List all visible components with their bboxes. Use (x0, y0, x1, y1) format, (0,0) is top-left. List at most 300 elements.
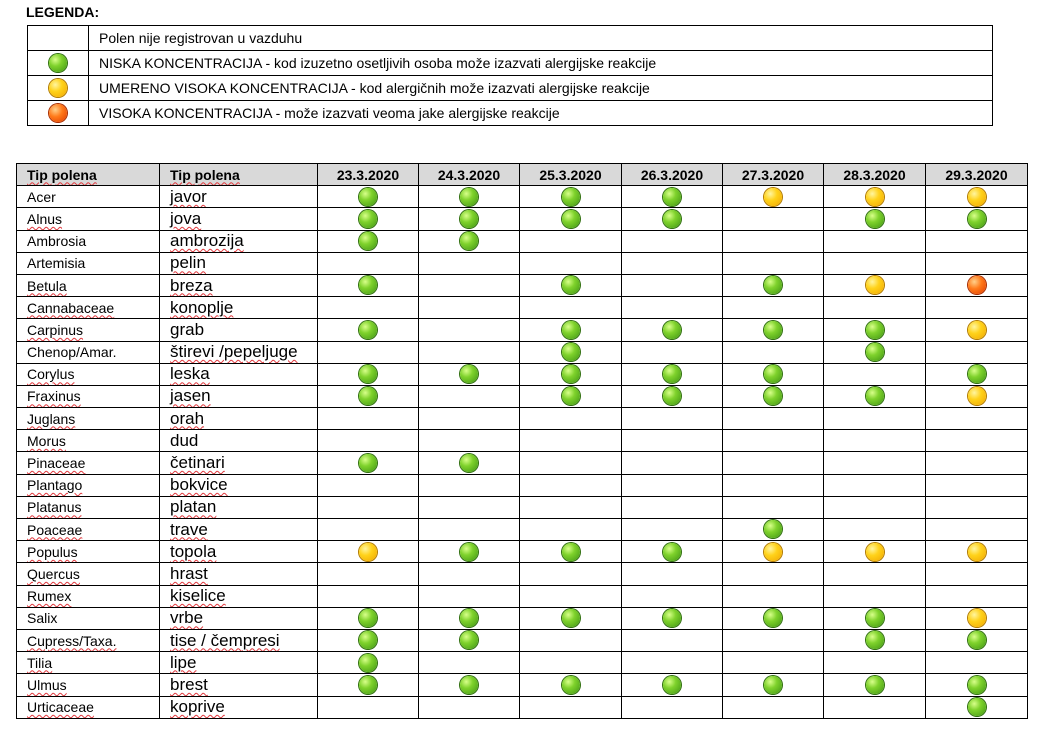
local-name: štirevi /pepeljuge (170, 342, 298, 362)
concentration-cell (824, 297, 926, 319)
concentration-cell (723, 363, 824, 385)
concentration-cell (419, 430, 520, 452)
concentration-cell (622, 274, 723, 296)
concentration-cell (622, 452, 723, 474)
legend-row (28, 76, 993, 101)
local-name: vrbe (170, 608, 204, 628)
local-name: breza (170, 275, 213, 295)
local-name: javor (170, 186, 207, 206)
concentration-cell (419, 629, 520, 651)
concentration-cell (824, 452, 926, 474)
concentration-cell (318, 341, 419, 363)
latin-name-cell (17, 252, 160, 274)
latin-name: Populus (27, 543, 78, 560)
local-name: kiselice (170, 586, 226, 606)
latin-name-cell (17, 629, 160, 651)
concentration-cell (824, 674, 926, 696)
concentration-cell (926, 230, 1028, 252)
column-header-label: 28.3.2020 (843, 166, 906, 183)
latin-name: Cupress/Taxa. (27, 632, 117, 649)
latin-name: Platanus (27, 499, 82, 516)
concentration-cell (824, 563, 926, 585)
latin-name: Urticaceae (27, 699, 94, 716)
latin-name: Cannabaceae (27, 299, 115, 316)
concentration-cell (926, 274, 1028, 296)
header-row (17, 164, 1028, 186)
concentration-cell (723, 430, 824, 452)
concentration-cell (723, 563, 824, 585)
concentration-cell (723, 607, 824, 629)
concentration-cell (723, 674, 824, 696)
local-name-cell (160, 652, 318, 674)
green-dot-icon (663, 365, 681, 383)
green-dot-icon (359, 676, 377, 694)
latin-name-cell (17, 208, 160, 230)
latin-name: Acer (27, 188, 56, 205)
concentration-cell (318, 585, 419, 607)
concentration-cell (419, 674, 520, 696)
concentration-cell (520, 519, 622, 541)
local-name: konoplje (170, 297, 234, 317)
green-dot-icon (968, 365, 986, 383)
concentration-cell (622, 474, 723, 496)
concentration-cell (318, 385, 419, 407)
table-row (17, 607, 1028, 629)
concentration-cell (723, 541, 824, 563)
column-header-label: 26.3.2020 (640, 166, 704, 183)
green-dot-icon (968, 676, 986, 694)
local-name-cell (160, 496, 318, 518)
local-name-cell (160, 674, 318, 696)
column-header-date (419, 164, 520, 186)
yellow-dot-icon (968, 188, 986, 206)
yellow-dot-icon (968, 543, 986, 561)
concentration-cell (318, 230, 419, 252)
local-name-cell (160, 297, 318, 319)
latin-name-cell (17, 430, 160, 452)
green-dot-icon (359, 210, 377, 228)
latin-name: Morus (27, 432, 66, 449)
latin-name-cell (17, 607, 160, 629)
yellow-dot-icon (49, 79, 67, 97)
local-name: topola (170, 541, 217, 561)
concentration-cell (419, 652, 520, 674)
concentration-cell (824, 385, 926, 407)
local-name-cell (160, 319, 318, 341)
concentration-cell (926, 585, 1028, 607)
column-header-label: Tip polena (170, 166, 240, 183)
column-header-label: 23.3.2020 (336, 166, 400, 183)
concentration-cell (520, 629, 622, 651)
latin-name-cell (17, 696, 160, 718)
concentration-cell (824, 408, 926, 430)
local-name-cell (160, 696, 318, 718)
local-name: dud (170, 430, 199, 450)
yellow-dot-icon (866, 188, 884, 206)
latin-name-cell (17, 496, 160, 518)
concentration-cell (723, 474, 824, 496)
yellow-dot-icon (866, 543, 884, 561)
table-row (17, 563, 1028, 585)
local-name-cell (160, 408, 318, 430)
green-dot-icon (460, 210, 478, 228)
yellow-dot-icon (866, 276, 884, 294)
green-dot-icon (562, 676, 580, 694)
concentration-cell (520, 563, 622, 585)
local-name: pelin (170, 253, 206, 273)
latin-name: Pinaceae (27, 455, 86, 472)
local-name-cell (160, 363, 318, 385)
local-name-cell (160, 252, 318, 274)
latin-name: Chenop/Amar. (27, 344, 117, 361)
concentration-cell (419, 319, 520, 341)
latin-name: Ulmus (27, 676, 67, 693)
concentration-cell (520, 186, 622, 208)
legend-swatch-cell (28, 76, 89, 101)
column-header-label: Tip polena (27, 166, 97, 183)
local-name: hrast (170, 563, 208, 583)
concentration-cell (419, 585, 520, 607)
latin-name-cell (17, 585, 160, 607)
green-dot-icon (359, 609, 377, 627)
green-dot-icon (49, 54, 67, 72)
concentration-cell (520, 496, 622, 518)
orange-dot-icon (968, 276, 986, 294)
green-dot-icon (562, 543, 580, 561)
green-dot-icon (460, 631, 478, 649)
local-name-cell (160, 186, 318, 208)
concentration-cell (926, 607, 1028, 629)
concentration-cell (318, 607, 419, 629)
green-dot-icon (764, 321, 782, 339)
green-dot-icon (562, 276, 580, 294)
green-dot-icon (359, 654, 377, 672)
column-header-label: 29.3.2020 (945, 166, 1008, 183)
local-name-cell (160, 230, 318, 252)
concentration-cell (824, 363, 926, 385)
table-row (17, 496, 1028, 518)
concentration-cell (419, 186, 520, 208)
local-name-cell (160, 541, 318, 563)
latin-name-cell (17, 319, 160, 341)
legend-title: LEGENDA: (26, 4, 100, 20)
column-header-label: 24.3.2020 (437, 166, 501, 183)
green-dot-icon (562, 609, 580, 627)
concentration-cell (824, 629, 926, 651)
concentration-cell (520, 385, 622, 407)
latin-name-cell (17, 652, 160, 674)
table-row (17, 186, 1028, 208)
column-header-date (318, 164, 419, 186)
green-dot-icon (866, 387, 884, 405)
latin-name: Artemisia (27, 255, 86, 272)
concentration-cell (419, 474, 520, 496)
concentration-cell (926, 408, 1028, 430)
latin-name: Betula (27, 277, 67, 294)
concentration-cell (520, 430, 622, 452)
latin-name: Poaceae (27, 521, 83, 538)
latin-name: Ambrosia (27, 233, 87, 250)
column-header-date (723, 164, 824, 186)
concentration-cell (824, 230, 926, 252)
green-dot-icon (359, 387, 377, 405)
column-header-label: 27.3.2020 (741, 166, 805, 183)
table-row (17, 585, 1028, 607)
concentration-cell (622, 186, 723, 208)
concentration-cell (622, 230, 723, 252)
concentration-cell (723, 496, 824, 518)
concentration-cell (419, 274, 520, 296)
local-name-cell (160, 563, 318, 585)
column-header-date (824, 164, 926, 186)
green-dot-icon (359, 631, 377, 649)
latin-name-cell (17, 297, 160, 319)
green-dot-icon (764, 365, 782, 383)
concentration-cell (824, 252, 926, 274)
green-dot-icon (663, 543, 681, 561)
table-row (17, 408, 1028, 430)
green-dot-icon (460, 454, 478, 472)
concentration-cell (926, 430, 1028, 452)
legend-row (28, 26, 993, 51)
concentration-cell (520, 452, 622, 474)
concentration-cell (824, 585, 926, 607)
latin-name-cell (17, 385, 160, 407)
concentration-cell (723, 696, 824, 718)
legend-table (27, 25, 993, 126)
latin-name: Tilia (27, 654, 53, 671)
local-name-cell (160, 430, 318, 452)
concentration-cell (723, 652, 824, 674)
latin-name-cell (17, 186, 160, 208)
local-name: tise / čempresi (170, 630, 280, 650)
local-name-cell (160, 585, 318, 607)
green-dot-icon (359, 321, 377, 339)
concentration-cell (723, 208, 824, 230)
green-dot-icon (359, 276, 377, 294)
latin-name: Alnus (27, 210, 63, 227)
local-name: bokvice (170, 475, 228, 495)
concentration-cell (520, 208, 622, 230)
legend-text: VISOKA KONCENTRACIJA - može izazvati veoma jake alergijske reakcije (89, 101, 993, 126)
green-dot-icon (562, 321, 580, 339)
concentration-cell (318, 430, 419, 452)
concentration-cell (622, 208, 723, 230)
concentration-cell (318, 696, 419, 718)
green-dot-icon (359, 365, 377, 383)
concentration-cell (419, 519, 520, 541)
local-name-cell (160, 208, 318, 230)
column-header-type (17, 164, 160, 186)
local-name: jasen (170, 386, 211, 406)
concentration-cell (926, 252, 1028, 274)
legend-swatch-cell (28, 101, 89, 126)
concentration-cell (520, 252, 622, 274)
table-row (17, 385, 1028, 407)
concentration-cell (419, 297, 520, 319)
yellow-dot-icon (968, 387, 986, 405)
concentration-cell (824, 652, 926, 674)
pollen-table (16, 163, 1028, 719)
concentration-cell (520, 341, 622, 363)
concentration-cell (520, 297, 622, 319)
concentration-cell (318, 274, 419, 296)
concentration-cell (520, 319, 622, 341)
table-row (17, 252, 1028, 274)
concentration-cell (824, 274, 926, 296)
concentration-cell (318, 519, 419, 541)
concentration-cell (622, 629, 723, 651)
column-header-label: 25.3.2020 (539, 166, 602, 183)
local-name: lipe (170, 652, 197, 672)
latin-name: Carpinus (27, 321, 84, 338)
concentration-cell (926, 341, 1028, 363)
latin-name: Plantago (27, 477, 83, 494)
green-dot-icon (663, 321, 681, 339)
green-dot-icon (562, 387, 580, 405)
local-name: grab (170, 319, 205, 339)
yellow-dot-icon (764, 543, 782, 561)
legend-swatch-cell (28, 26, 89, 51)
column-header-date (926, 164, 1028, 186)
concentration-cell (824, 519, 926, 541)
green-dot-icon (968, 631, 986, 649)
green-dot-icon (562, 188, 580, 206)
concentration-cell (824, 474, 926, 496)
green-dot-icon (359, 188, 377, 206)
concentration-cell (723, 452, 824, 474)
table-row (17, 452, 1028, 474)
concentration-cell (926, 297, 1028, 319)
concentration-cell (622, 496, 723, 518)
latin-name-cell (17, 674, 160, 696)
concentration-cell (520, 230, 622, 252)
local-name: brest (170, 674, 208, 694)
concentration-cell (723, 230, 824, 252)
concentration-cell (723, 408, 824, 430)
green-dot-icon (968, 698, 986, 716)
local-name: jova (170, 208, 202, 228)
table-row (17, 696, 1028, 718)
concentration-cell (926, 186, 1028, 208)
latin-name: Quercus (27, 565, 80, 582)
green-dot-icon (866, 676, 884, 694)
green-dot-icon (764, 520, 782, 538)
green-dot-icon (764, 609, 782, 627)
yellow-dot-icon (764, 188, 782, 206)
concentration-cell (622, 430, 723, 452)
concentration-cell (824, 496, 926, 518)
concentration-cell (723, 341, 824, 363)
concentration-cell (520, 674, 622, 696)
latin-name-cell (17, 519, 160, 541)
concentration-cell (926, 541, 1028, 563)
legend-row (28, 101, 993, 126)
latin-name: Juglans (27, 410, 76, 427)
concentration-cell (419, 541, 520, 563)
concentration-cell (926, 474, 1028, 496)
concentration-cell (318, 208, 419, 230)
concentration-cell (622, 652, 723, 674)
legend-text: UMERENO VISOKA KONCENTRACIJA - kod alergičnih može izazvati alergijske reakcije (89, 76, 993, 101)
concentration-cell (419, 341, 520, 363)
concentration-cell (520, 274, 622, 296)
table-row (17, 363, 1028, 385)
latin-name-cell (17, 474, 160, 496)
concentration-cell (926, 563, 1028, 585)
green-dot-icon (866, 609, 884, 627)
concentration-cell (926, 496, 1028, 518)
green-dot-icon (866, 321, 884, 339)
green-dot-icon (460, 543, 478, 561)
concentration-cell (824, 696, 926, 718)
latin-name-cell (17, 452, 160, 474)
concentration-cell (622, 408, 723, 430)
concentration-cell (926, 319, 1028, 341)
concentration-cell (318, 452, 419, 474)
concentration-cell (318, 186, 419, 208)
green-dot-icon (663, 676, 681, 694)
latin-name: Salix (27, 610, 58, 627)
latin-name-cell (17, 274, 160, 296)
latin-name-cell (17, 408, 160, 430)
concentration-cell (824, 607, 926, 629)
table-row (17, 541, 1028, 563)
green-dot-icon (562, 343, 580, 361)
concentration-cell (419, 385, 520, 407)
local-name: platan (170, 497, 217, 517)
green-dot-icon (968, 210, 986, 228)
concentration-cell (723, 186, 824, 208)
green-dot-icon (460, 188, 478, 206)
concentration-cell (622, 341, 723, 363)
local-name: trave (170, 519, 208, 539)
green-dot-icon (460, 232, 478, 250)
concentration-cell (926, 452, 1028, 474)
local-name-cell (160, 519, 318, 541)
concentration-cell (622, 519, 723, 541)
concentration-cell (318, 319, 419, 341)
concentration-cell (926, 652, 1028, 674)
concentration-cell (419, 696, 520, 718)
local-name-cell (160, 274, 318, 296)
table-row (17, 519, 1028, 541)
concentration-cell (926, 629, 1028, 651)
concentration-cell (318, 252, 419, 274)
local-name: leska (170, 364, 210, 384)
concentration-cell (723, 385, 824, 407)
concentration-cell (824, 430, 926, 452)
legend-text: NISKA KONCENTRACIJA - kod izuzetno osetljivih osoba može izazvati alergijske reakcije (89, 51, 993, 76)
concentration-cell (622, 563, 723, 585)
concentration-cell (419, 607, 520, 629)
concentration-cell (926, 208, 1028, 230)
concentration-cell (318, 674, 419, 696)
concentration-cell (419, 452, 520, 474)
concentration-cell (926, 696, 1028, 718)
local-name-cell (160, 341, 318, 363)
concentration-cell (622, 696, 723, 718)
table-row (17, 274, 1028, 296)
concentration-cell (419, 496, 520, 518)
concentration-cell (318, 629, 419, 651)
concentration-cell (723, 519, 824, 541)
concentration-cell (419, 252, 520, 274)
local-name: ambrozija (170, 231, 244, 251)
concentration-cell (926, 363, 1028, 385)
concentration-cell (419, 408, 520, 430)
latin-name: Fraxinus (27, 388, 81, 405)
